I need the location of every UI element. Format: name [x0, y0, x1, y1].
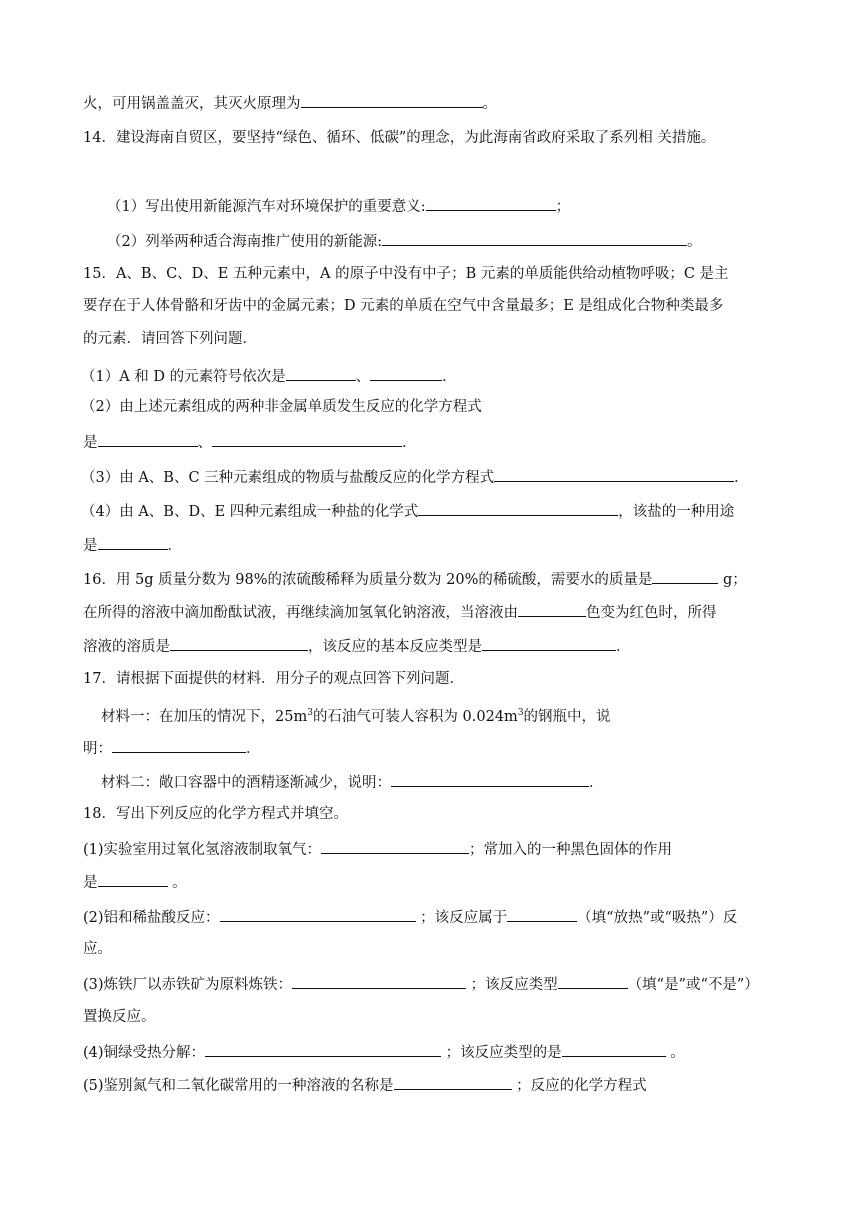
answer-blank[interactable] — [321, 838, 469, 854]
answer-blank[interactable] — [220, 906, 416, 922]
q18-part-3-cont: 置换反应。 — [83, 1009, 156, 1025]
answer-blank[interactable] — [170, 635, 308, 651]
answer-blank[interactable] — [482, 635, 616, 651]
answer-blank[interactable] — [426, 195, 556, 211]
q18-part-2: (2)铝和稀盐酸反应： ；该反应属于 （填“放热”或“吸热”）反 — [83, 906, 737, 928]
q17-material-1-answer: 明： ． — [83, 737, 261, 759]
question-14: 14．建设海南自贸区，要坚持“绿色、循环、低碳”的理念，为此海南省政府采取了系列相 关措施。 — [83, 130, 716, 146]
answer-blank[interactable] — [98, 871, 168, 887]
answer-blank[interactable] — [391, 771, 589, 787]
question-17: 17．请根据下面提供的材料．用分子的观点回答下列问题． — [83, 671, 464, 687]
answer-blank[interactable] — [652, 568, 718, 584]
q15-part-2-answer: 是 、 ． — [83, 431, 417, 453]
answer-blank[interactable] — [370, 365, 442, 381]
question-16-line-2: 在所得的溶液中滴加酚酞试液，再继续滴加氢氧化钠溶液，当溶液由 色变为红色时，所得 — [83, 601, 717, 623]
q17-material-1: 材料一：在加压的情况下，$25m^3$的石油气可装人容积为 $0.024m^3$的钢瓶中，说 — [101, 708, 611, 725]
answer-blank[interactable] — [301, 92, 483, 108]
q17-material-2: 材料二：敞口容器中的酒精逐渐减少，说明： ． — [101, 771, 604, 793]
q18-part-3: (3)炼铁厂以赤铁矿为原料炼铁： ；该反应类型 （填“是”或“不是”） — [83, 973, 759, 995]
answer-blank[interactable] — [518, 601, 586, 617]
q15-part-3: （3）由 A、B、C 三种元素组成的物质与盐酸反应的化学方程式 ． — [81, 466, 749, 488]
q14-part-1: （1）写出使用新能源汽车对环境保护的重要意义: ； — [107, 195, 570, 217]
answer-blank[interactable] — [562, 1041, 666, 1057]
answer-blank[interactable] — [205, 1041, 441, 1057]
q18-part-5: (5)鉴别氮气和二氧化碳常用的一种溶液的名称是 ；反应的化学方程式 — [83, 1074, 647, 1096]
answer-blank[interactable] — [418, 500, 618, 516]
q18-part-2-cont: 应。 — [83, 941, 112, 957]
q13-line: 火，可用锅盖盖灭，其灭火原理为 。 — [83, 92, 497, 114]
q18-part-1: (1)实验室用过氧化氢溶液制取氧气： ；常加入的一种黑色固体的作用 — [83, 838, 672, 860]
answer-blank[interactable] — [286, 365, 356, 381]
q15-part-2: （2）由上述元素组成的两种非金属单质发生反应的化学方程式 — [81, 399, 482, 415]
question-15-line-2: 要存在于人体骨骼和牙齿中的金属元素；D 元素的单质在空气中含量最多；E 是组成化合物种类最多 — [83, 298, 724, 314]
q15-part-4: （4）由 A、B、D、E 四种元素组成一种盐的化学式 ，该盐的一种用途 — [81, 500, 734, 522]
answer-blank[interactable] — [382, 230, 687, 246]
answer-blank[interactable] — [112, 737, 246, 753]
q18-part-4: (4)铜绿受热分解： ；该反应类型的是 。 — [83, 1041, 685, 1063]
q15-part-1: （1）A 和 D 的元素符号依次是 、 ． — [81, 365, 457, 387]
answer-blank[interactable] — [212, 431, 402, 447]
question-16-line-1: 16．用 5g 质量分数为 98%的浓硫酸稀释为质量分数为 20%的稀硫酸，需要水的质量是 g； — [83, 568, 747, 590]
answer-blank[interactable] — [394, 1074, 512, 1090]
answer-blank[interactable] — [507, 906, 577, 922]
answer-blank[interactable] — [292, 973, 466, 989]
answer-blank[interactable] — [98, 534, 168, 550]
question-15-line-3: 的元素．请回答下列问题． — [83, 331, 257, 347]
answer-blank[interactable] — [98, 431, 198, 447]
question-15-line-1: 15．A、B、C、D、E 五种元素中，A 的原子中没有中子；B 元素的单质能供给动植物呼吸；C 是主 — [83, 266, 729, 282]
q15-part-4-answer: 是 ． — [83, 534, 182, 556]
answer-blank[interactable] — [558, 973, 628, 989]
question-18: 18．写出下列反应的化学方程式并填空。 — [83, 806, 348, 822]
q14-part-2: （2）列举两种适合海南推广使用的新能源: 。 — [107, 230, 702, 252]
answer-blank[interactable] — [494, 466, 734, 482]
q18-part-1-answer: 是 。 — [83, 871, 187, 893]
question-16-line-3: 溶液的溶质是 ，该反应的基本反应类型是 ． — [83, 635, 631, 657]
